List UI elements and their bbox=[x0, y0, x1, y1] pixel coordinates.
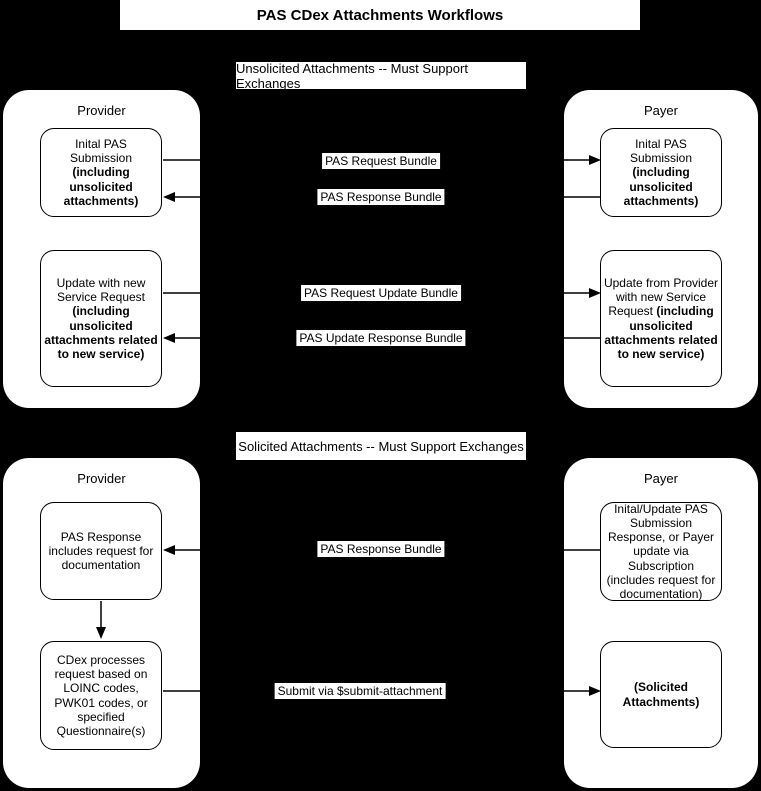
node-text bbox=[603, 502, 719, 601]
node-update-service-request-provider bbox=[40, 250, 162, 387]
node-text-normal: Update from Provider with new Service Request bbox=[603, 276, 719, 319]
section-header-solicited: Solicited Attachments -- Must Support Exchanges bbox=[236, 432, 526, 460]
node-text-normal: PAS Response includes request for documentation bbox=[48, 529, 154, 573]
node-text bbox=[43, 530, 159, 572]
arrow-label-pas-response-bundle-solicited: PAS Response Bundle bbox=[317, 541, 444, 557]
arrow-label-pas-response-bundle: PAS Response Bundle bbox=[317, 189, 444, 205]
node-text-bold: (including unsolicited attachments) bbox=[623, 165, 699, 208]
arrow-label-pas-update-response-bundle: PAS Update Response Bundle bbox=[296, 330, 465, 346]
node-text bbox=[603, 137, 719, 208]
lane-title: Provider bbox=[77, 103, 126, 118]
node-text bbox=[43, 276, 159, 361]
node-initial-pas-submission-provider bbox=[40, 128, 162, 217]
lane-title: Payer bbox=[644, 103, 678, 118]
node-text bbox=[43, 137, 159, 208]
node-text-bold: (including unsolicited attachments) bbox=[63, 165, 139, 208]
node-text bbox=[603, 680, 719, 708]
node-initial-update-pas-submission-response bbox=[600, 502, 722, 601]
node-text-normal: Inital PAS Submission bbox=[629, 137, 693, 166]
node-text-bold: (including unsolicited attachments related to new service) bbox=[604, 304, 718, 361]
lane-title: Payer bbox=[644, 471, 678, 486]
node-cdex-processes-request bbox=[40, 641, 162, 750]
node-text-bold: (Solicited Attachments) bbox=[622, 680, 700, 709]
node-update-from-provider-payer bbox=[600, 250, 722, 387]
arrow-label-submit-attachment: Submit via $submit-attachment bbox=[275, 683, 446, 699]
lane-title: Provider bbox=[77, 471, 126, 486]
node-text-normal: Inital PAS Submission bbox=[69, 137, 133, 166]
section-header-unsolicited: Unsolicited Attachments -- Must Support Exchanges bbox=[236, 62, 526, 89]
node-text bbox=[43, 653, 159, 738]
node-text-normal: Inital/Update PAS Submission Response, or Payer update via Subscription (includes request for documentation) bbox=[606, 501, 716, 601]
node-initial-pas-submission-payer bbox=[600, 128, 722, 217]
diagram-title: PAS CDex Attachments Workflows bbox=[120, 0, 640, 30]
arrow-label-pas-request-bundle: PAS Request Bundle bbox=[322, 153, 440, 169]
node-pas-response-request-documentation bbox=[40, 502, 162, 600]
arrow-label-pas-request-update-bundle: PAS Request Update Bundle bbox=[301, 285, 461, 301]
node-solicited-attachments bbox=[600, 641, 722, 748]
node-text bbox=[603, 276, 719, 361]
node-text-bold: (including unsolicited attachments related to new service) bbox=[44, 304, 158, 361]
node-text-normal: Update with new Service Request bbox=[56, 276, 146, 305]
node-text-normal: CDex processes request based on LOINC codes, PWK01 codes, or specified Questionnaire(s) bbox=[54, 653, 148, 738]
